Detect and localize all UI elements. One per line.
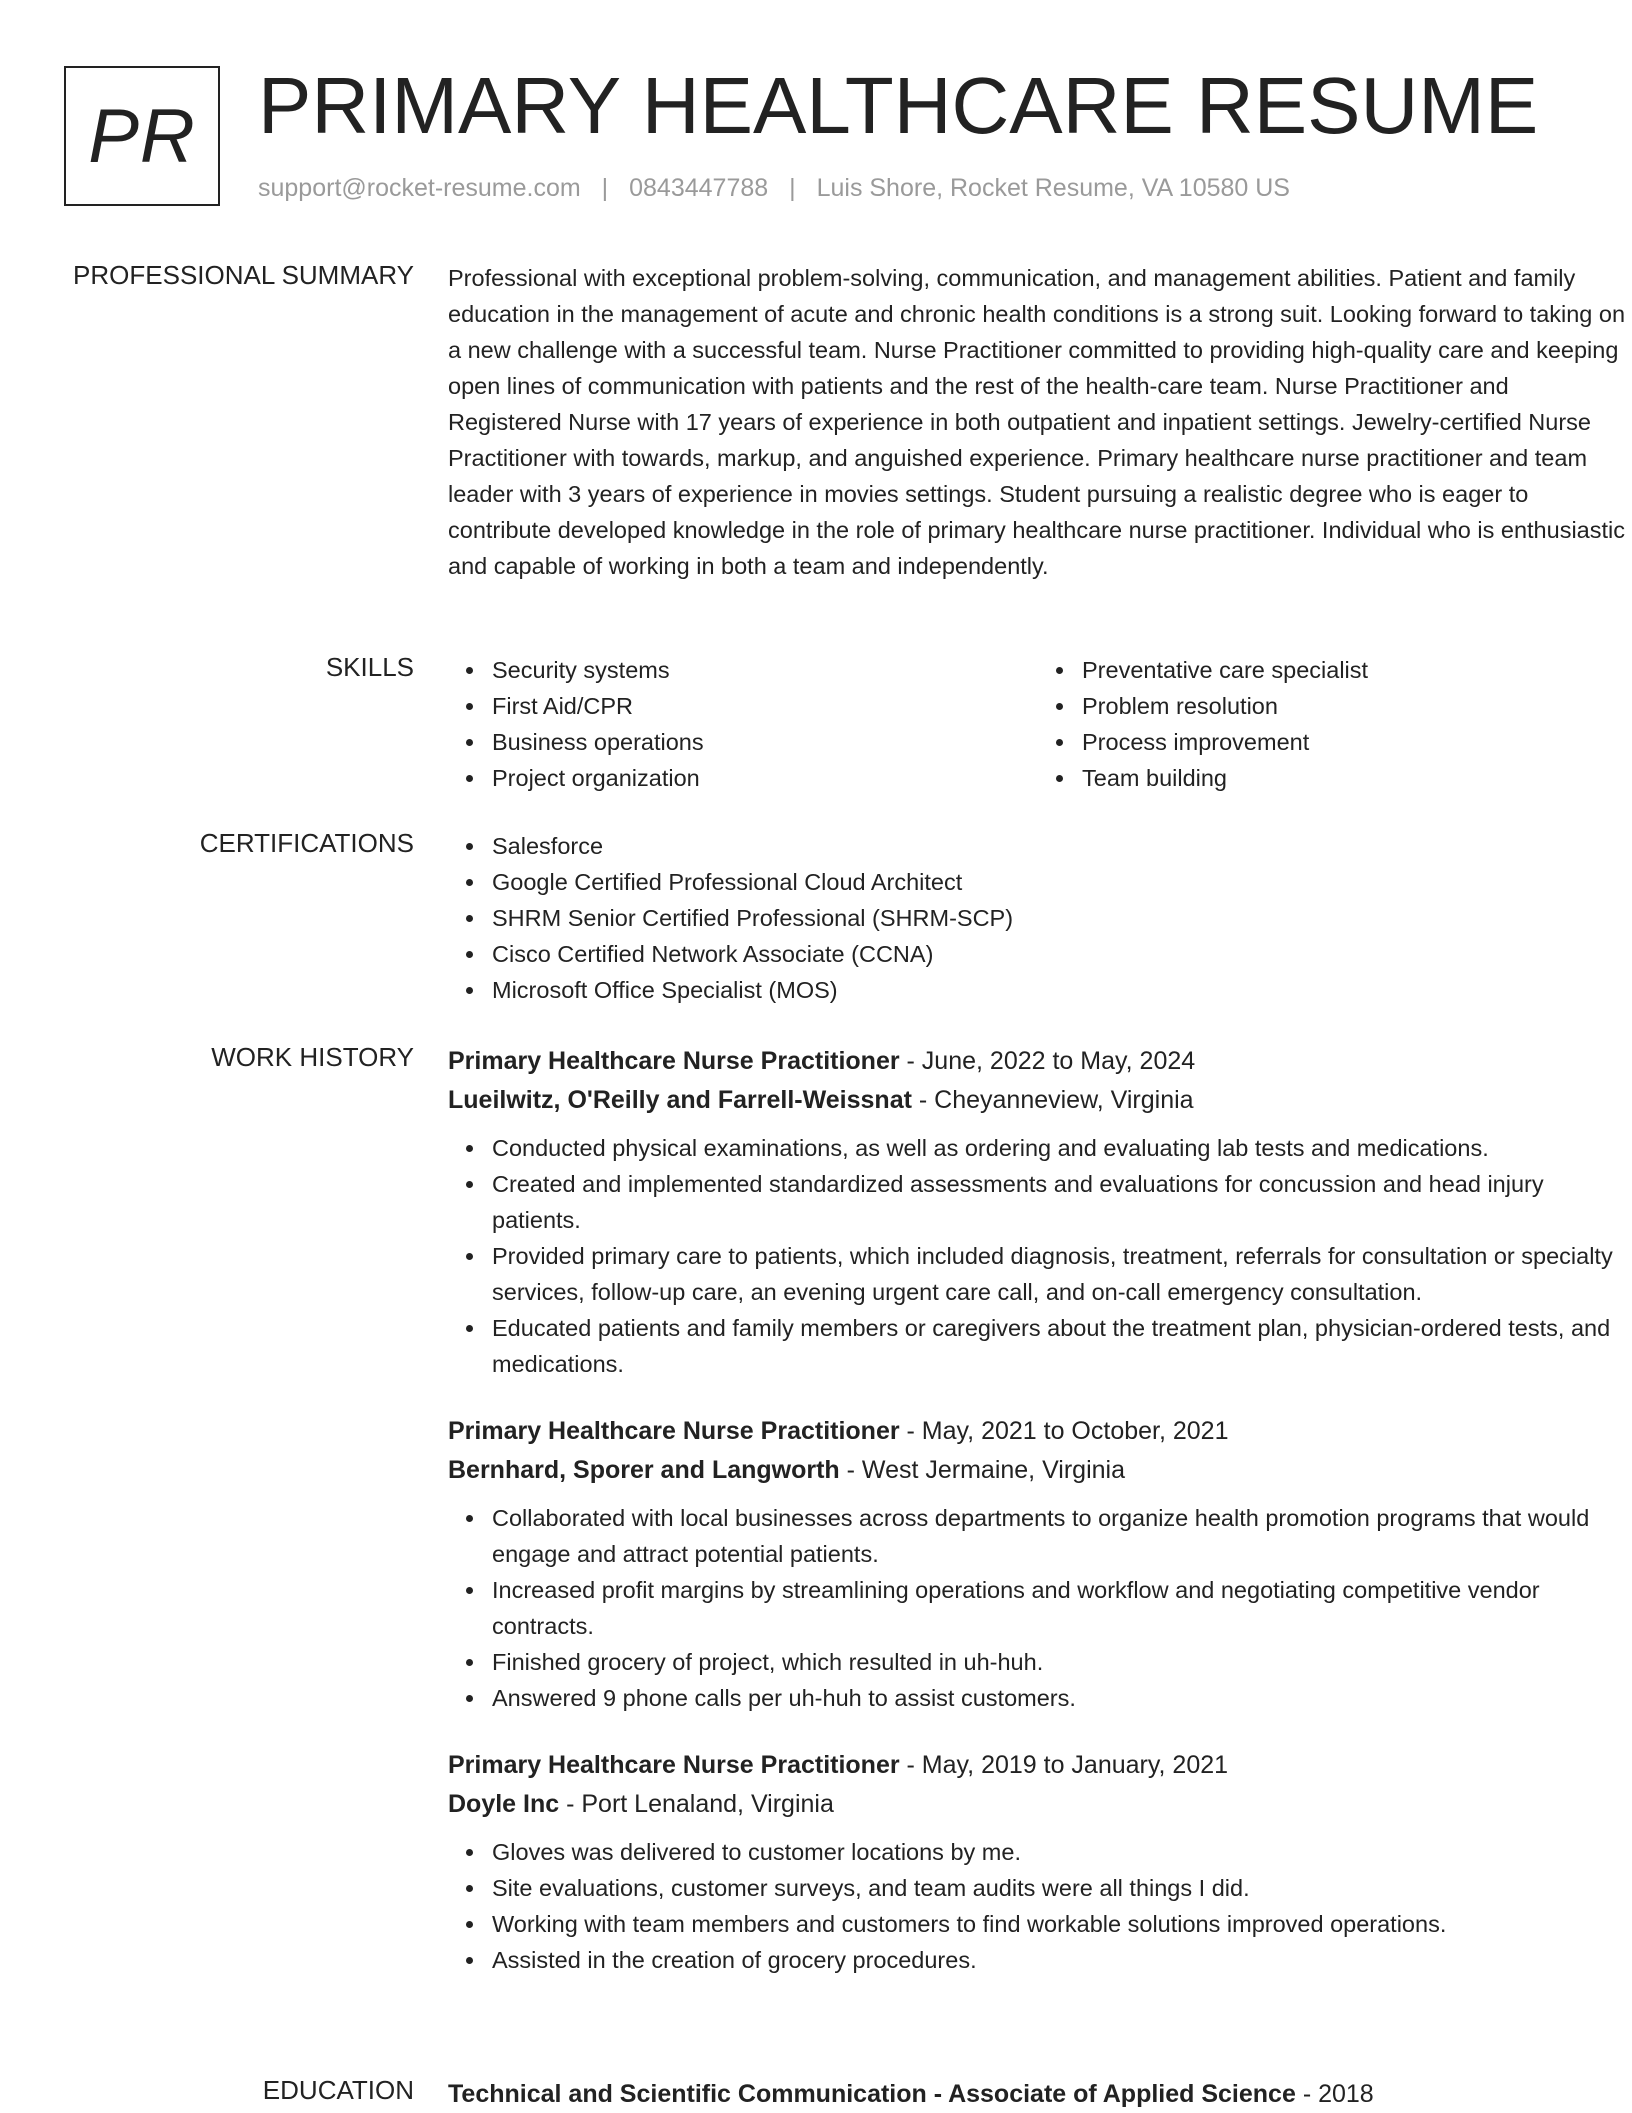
job-location: - Port Lenaland, Virginia [559, 1790, 834, 1818]
job-bullet: Created and implemented standardized assessments and evaluations for concussion and head injury patients. [492, 1166, 1628, 1238]
skill-item: Project organization [492, 760, 1038, 796]
job-bullet: Provided primary care to patients, which included diagnosis, treatment, referrals for consultation or specialty services, follow-up care, an evening urgent care call, and on-call emergency consultation. [492, 1238, 1628, 1310]
education-degree: Technical and Scientific Communication - Associate of Applied Science [448, 2080, 1296, 2108]
job-entry [448, 1746, 1628, 1978]
contact-email: support@rocket-resume.com [258, 174, 581, 202]
job-entry [448, 1412, 1628, 1716]
page-title: PRIMARY HEALTHCARE RESUME [258, 61, 1539, 150]
contact-line [258, 174, 1290, 203]
certifications-body [448, 828, 1628, 1008]
education-body [448, 2075, 1628, 2113]
job-bullet: Working with team members and customers to find workable solutions improved operations. [492, 1906, 1628, 1942]
job-company-line [448, 1784, 1628, 1824]
job-bullet: Educated patients and family members or caregivers about the treatment plan, physician-ordered tests, and medications. [492, 1310, 1628, 1382]
contact-separator: | [789, 174, 796, 202]
job-company: Doyle Inc [448, 1790, 560, 1818]
job-title-line [448, 1042, 1628, 1080]
job-bullet: Increased profit margins by streamlining operations and workflow and negotiating competitive vendor contracts. [492, 1572, 1628, 1644]
section-heading: CERTIFICATIONS [199, 828, 414, 858]
education-year: - 2018 [1295, 2080, 1374, 2108]
job-dates: - May, 2021 to October, 2021 [899, 1417, 1229, 1445]
section-heading: WORK HISTORY [211, 1042, 414, 1072]
job-bullets [448, 1130, 1628, 1382]
contact-phone: 0843447788 [629, 174, 769, 202]
contact-separator: | [601, 174, 609, 202]
certification-item: SHRM Senior Certified Professional (SHRM-SCP) [492, 900, 1628, 936]
job-bullets [448, 1834, 1628, 1978]
certification-item: Cisco Certified Network Associate (CCNA) [492, 936, 1628, 972]
job-bullet: Gloves was delivered to customer locations by me. [492, 1834, 1628, 1870]
job-entry [448, 1042, 1628, 1382]
job-title: Primary Healthcare Nurse Practitioner [448, 1047, 900, 1075]
job-title: Primary Healthcare Nurse Practitioner [448, 1751, 900, 1779]
job-title: Primary Healthcare Nurse Practitioner [448, 1417, 900, 1445]
job-title-line [448, 1412, 1628, 1450]
job-bullet: Collaborated with local businesses across departments to organize health promotion programs that would engage and attract potential patients. [492, 1500, 1628, 1572]
job-title-line [448, 1746, 1628, 1784]
section-heading: EDUCATION [262, 2075, 414, 2105]
certification-item: Google Certified Professional Cloud Architect [492, 864, 1628, 900]
education-line [448, 2075, 1628, 2113]
certifications-list [448, 828, 1628, 1008]
job-bullet: Finished grocery of project, which resulted in uh-huh. [492, 1644, 1628, 1680]
job-company: Bernhard, Sporer and Langworth [448, 1456, 840, 1484]
job-dates: - June, 2022 to May, 2024 [899, 1047, 1196, 1075]
skill-item: Preventative care specialist [1082, 652, 1628, 688]
job-bullet: Assisted in the creation of grocery procedures. [492, 1942, 1628, 1978]
skills-list-right [1038, 652, 1628, 796]
certification-item: Salesforce [492, 828, 1628, 864]
skills-list-left [448, 652, 1038, 796]
job-location: - West Jermaine, Virginia [839, 1456, 1125, 1484]
monogram-logo: PR [64, 66, 220, 206]
job-dates: - May, 2019 to January, 2021 [899, 1751, 1229, 1779]
job-location: - Cheyanneview, Virginia [911, 1086, 1194, 1114]
summary-body [448, 260, 1628, 584]
work-history-body [448, 1042, 1628, 1978]
skill-item: Process improvement [1082, 724, 1628, 760]
skills-body [448, 652, 1628, 796]
job-company: Lueilwitz, O'Reilly and Farrell-Weissnat [448, 1086, 912, 1114]
skill-item: Security systems [492, 652, 1038, 688]
resume-header [64, 61, 1592, 216]
job-bullet: Answered 9 phone calls per uh-huh to assist customers. [492, 1680, 1628, 1716]
skill-item: Team building [1082, 760, 1628, 796]
job-bullet: Conducted physical examinations, as well as ordering and evaluating lab tests and medications. [492, 1130, 1628, 1166]
section-heading: PROFESSIONAL SUMMARY [73, 260, 414, 290]
job-bullet: Site evaluations, customer surveys, and team audits were all things I did. [492, 1870, 1628, 1906]
contact-address: Luis Shore, Rocket Resume, VA 10580 US [816, 174, 1290, 202]
job-company-line [448, 1450, 1628, 1490]
certification-item: Microsoft Office Specialist (MOS) [492, 972, 1628, 1008]
section-heading: SKILLS [325, 652, 414, 682]
summary-text: Professional with exceptional problem-solving, communication, and management abilities. Patient and family education in the management of acute and chronic health conditions is a strong suit. Looking forward to taking on a new challenge with a successful team. Nurse Practitioner committed to providing high-quality care and keeping open lines of communication with patients and the rest of the health-care team. Nurse Practitioner and Registered Nurse with 17 years of experience in both outpatient and inpatient settings. Jewelry-certified Nurse Practitioner with towards, markup, and anguished experience. Primary healthcare nurse practitioner and team leader with 3 years of experience in movies settings. Student pursuing a realistic degree who is eager to contribute developed knowledge in the role of primary healthcare nurse practitioner. Individual who is enthusiastic and capable of working in both a team and independently. [448, 265, 1626, 579]
skill-item: Business operations [492, 724, 1038, 760]
job-bullets [448, 1500, 1628, 1716]
skill-item: First Aid/CPR [492, 688, 1038, 724]
job-company-line [448, 1080, 1628, 1120]
skill-item: Problem resolution [1082, 688, 1628, 724]
